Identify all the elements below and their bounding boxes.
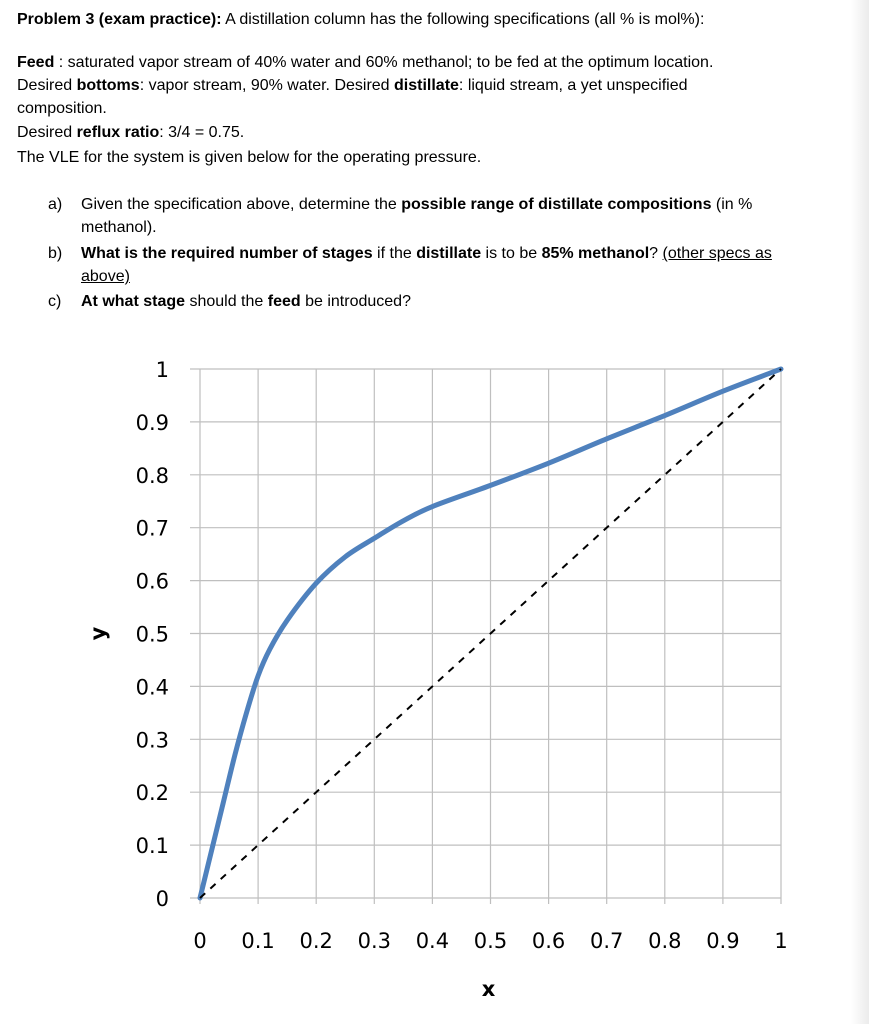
desired-prefix-1: Desired [17, 77, 77, 94]
y-tick-label: 0.8 [135, 463, 169, 488]
y-tick-label: 0.4 [135, 675, 169, 700]
feed-label: Feed [17, 54, 55, 71]
question-b-mid: if the [372, 245, 417, 262]
y-tick-label: 0 [155, 887, 169, 911]
bottoms-label: bottoms [76, 77, 140, 94]
x-tick-label: 0 [193, 929, 207, 953]
x-tick-label: 0.3 [357, 929, 392, 953]
question-b-mid2: is to be [481, 245, 542, 262]
composition-line: composition. [17, 100, 107, 117]
question-c-bold1: At what stage [81, 293, 186, 310]
distillate-text: : liquid stream, a yet unspecified [458, 77, 688, 94]
x-tick-label: 0.2 [299, 929, 333, 953]
x-tick-label: 0.8 [648, 929, 682, 953]
question-b-letter: b) [48, 245, 63, 262]
question-c-bold2: feed [267, 293, 301, 310]
question-b-bold2: distillate [416, 245, 482, 262]
x-axis-label: x [481, 977, 496, 1001]
question-c-mid: should the [185, 293, 268, 310]
question-b-underlined: (other specs as [662, 245, 772, 262]
y-tick-label: 0.1 [135, 834, 169, 859]
question-b-bold1: What is the required number of stages [81, 245, 373, 262]
page-edge-shadow [851, 0, 869, 1024]
x-tick-label: 1 [774, 929, 788, 953]
desired-prefix-2: Desired [17, 124, 77, 141]
question-a-bold: possible range of distillate compositions [401, 196, 712, 213]
y-tick-label: 0.3 [135, 728, 169, 753]
problem-title-bold: Problem 3 (exam practice): [17, 11, 222, 28]
y-axis-label: y [86, 626, 110, 641]
x-tick-label: 0.7 [589, 929, 624, 953]
vle-line: The VLE for the system is given below for the operating pressure. [17, 149, 482, 166]
question-a-line2: methanol). [81, 219, 157, 236]
reflux-text: : 3/4 = 0.75. [159, 124, 245, 141]
question-c-letter: c) [48, 293, 62, 310]
question-b-bold3: 85% methanol [541, 245, 650, 262]
question-b-post: ? [649, 245, 663, 262]
x-tick-label: 0.5 [473, 929, 508, 953]
distillate-label: distillate [394, 77, 459, 94]
question-a-post: (in % [711, 196, 753, 213]
y-tick-label: 0.6 [135, 569, 169, 594]
question-a-letter: a) [48, 196, 63, 213]
chart-ticks [136, 358, 788, 953]
question-b-line2: above) [81, 268, 130, 285]
x-tick-label: 0.1 [241, 929, 275, 953]
bottoms-text: : vapor stream, 90% water. Desired [139, 77, 395, 94]
question-a-pre: Given the specification above, determine the [81, 196, 402, 213]
x-tick-label: 0.9 [706, 929, 740, 953]
y-tick-label: 0.9 [135, 410, 169, 435]
y-tick-label: 0.5 [135, 622, 169, 647]
y-tick-label: 0.2 [135, 781, 169, 806]
y-tick-label: 1 [155, 358, 169, 382]
x-tick-label: 0.6 [531, 929, 566, 953]
feed-text: : saturated vapor stream of 40% water and 60% methanol; to be fed at the optimum location. [54, 54, 714, 71]
x-tick-label: 0.4 [415, 929, 450, 953]
reflux-label: reflux ratio [76, 124, 160, 141]
problem-title-rest: A distillation column has the following specifications (all % is mol%): [221, 11, 705, 28]
question-c-post: be introduced? [300, 293, 411, 310]
y-tick-label: 0.7 [135, 516, 169, 541]
